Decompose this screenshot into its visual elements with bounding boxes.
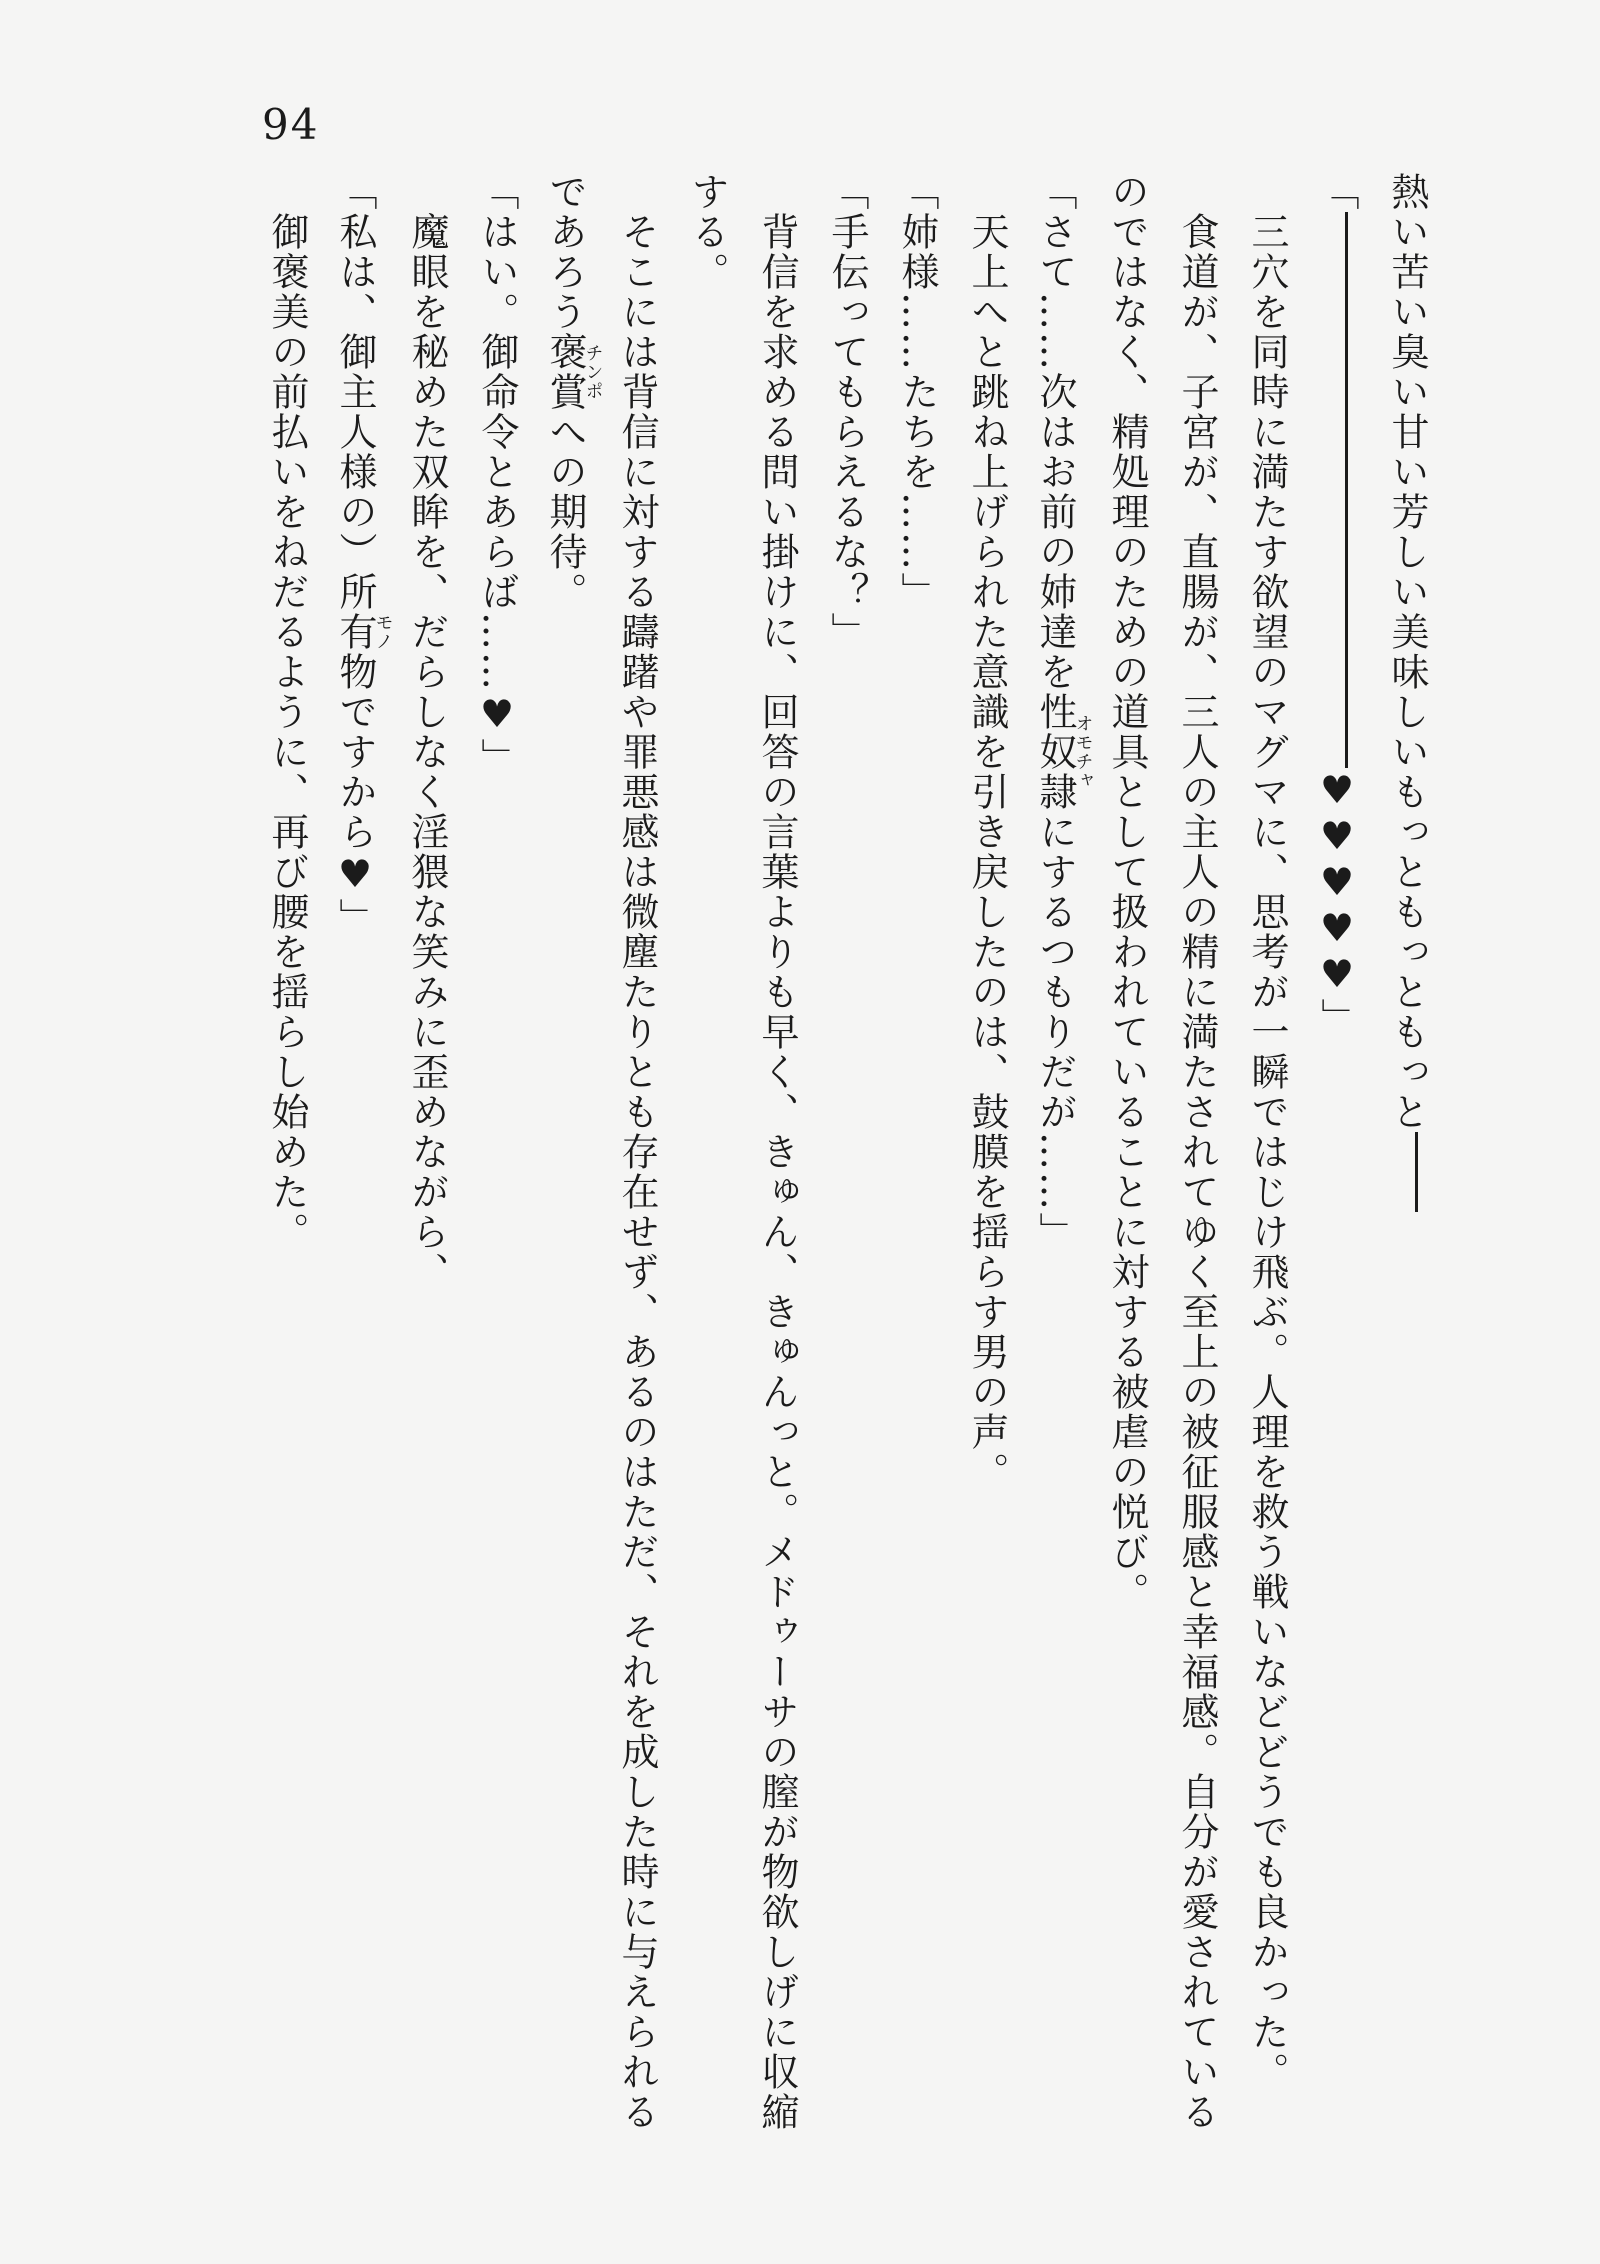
text-line-12 [602,172,672,2140]
text-run: 背信を求める問い掛けに、回答の言葉よりも早く、きゅん、きゅんっと。メドゥーサの膣が物欲しげに収縮 [755,212,799,2132]
text-line-03 [1232,172,1302,2140]
text-line-09 [812,172,882,2140]
text-run: 」 [475,738,519,778]
text-run: 「私は、御主人様の） [333,172,377,572]
text-run: そこには背信に対する躊躇や罪悪感は微塵たりとも存在せず、あるのはただ、それを成した時に与えられる [615,212,659,2132]
heart-icon: ♥ [475,692,519,738]
ruby-base: 所有物モノ [333,572,394,692]
text-line-06 [1022,172,1092,2140]
text-line-16 [322,172,392,2140]
heart-icon: ♥♥♥♥♥ [1315,768,1359,998]
text-run: 」 [333,898,377,938]
dash-rule [1415,1132,1418,1212]
text-line-14 [462,172,532,2140]
ruby-base: 褒賞チンポ [543,332,604,412]
furigana: オモチャ [1072,692,1094,812]
furigana: チンポ [582,332,604,412]
text-run: にするつもりだが……」 [1033,812,1077,1252]
dash-rule [1345,212,1348,768]
text-run: 食道が、子宮が、直腸が、三人の主人の精に満たされてゆく至上の被征服感と幸福感。自分が愛されている [1175,212,1219,2132]
text-run: への期待。 [543,412,587,612]
text-line-08 [882,172,952,2140]
text-line-11 [672,172,742,2140]
text-run: のではなく、精処理のための道具として扱われていることに対する被虐の悦び。 [1105,172,1149,1612]
text-line-13 [532,172,602,2140]
page-number: 94 [262,100,320,149]
text-line-10 [742,172,812,2140]
text-line-05 [1092,172,1162,2140]
text-line-15 [392,172,462,2140]
text-line-17 [252,172,322,2140]
text-run: 「姉様……たちを……」 [895,172,939,612]
text-run: 三穴を同時に満たす欲望のマグマに、思考が一瞬ではじけ飛ぶ。人理を救う戦いなどどうでも良かった。 [1245,212,1289,2092]
text-line-02 [1302,172,1372,2140]
text-run: 御褒美の前払いをねだるように、再び腰を揺らし始めた。 [265,212,309,1252]
text-run: 魔眼を秘めた双眸を、だらしなく淫猥な笑みに歪めながら、 [405,212,449,1292]
text-run: 「さて……次はお前の姉達を [1033,172,1077,692]
ruby-base: 性奴隷オモチャ [1033,692,1094,812]
text-run: 」 [1315,998,1359,1038]
text-run: 熱い苦い臭い甘い芳しい美味しいもっともっともっと [1385,172,1429,1132]
text-run: 「はい。御命令とあらば…… [475,172,519,692]
text-run: ですから [333,692,377,852]
text-line-07 [952,172,1022,2140]
vertical-text-block [250,172,1442,2140]
text-line-04 [1162,172,1232,2140]
furigana: モノ [372,572,394,692]
text-run: 「手伝ってもらえるな？」 [825,172,869,652]
text-line-01 [1372,172,1442,2140]
text-run: であろう [543,172,587,332]
heart-icon: ♥ [333,852,377,898]
text-run: 天上へと跳ね上げられた意識を引き戻したのは、鼓膜を揺らす男の声。 [965,212,1009,1492]
text-run: する。 [685,172,729,292]
text-run: 「 [1315,172,1359,212]
